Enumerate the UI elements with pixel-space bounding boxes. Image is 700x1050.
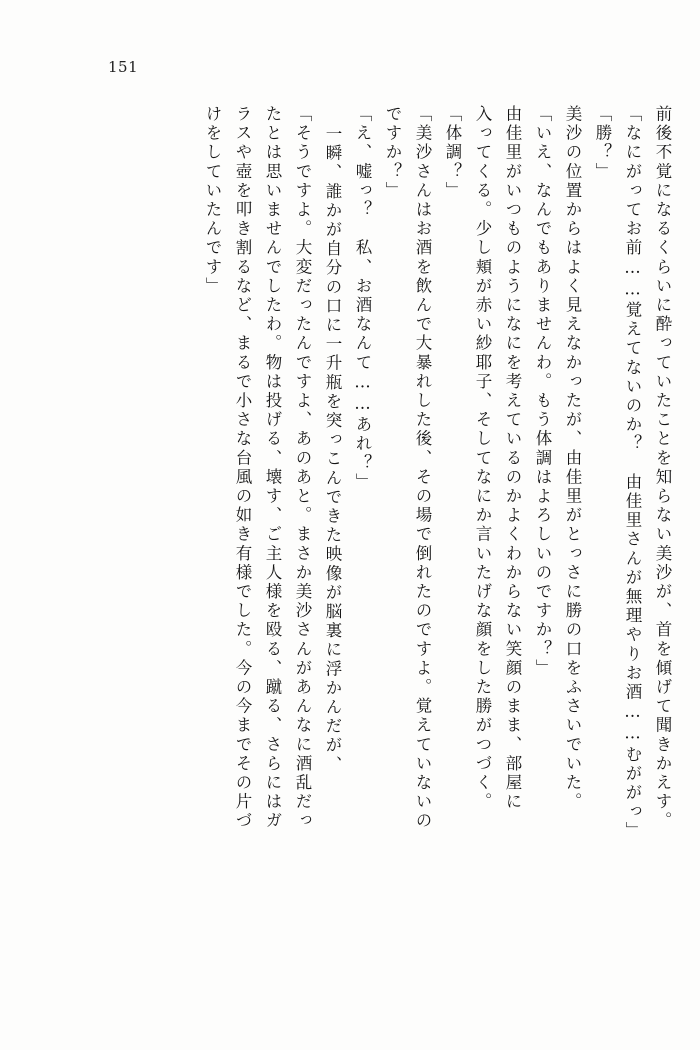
text-line: 前後不覚になるくらいに酔っていたことを知らない美沙が、首を傾げて聞きかえす。 (653, 105, 672, 831)
page-number: 151 (108, 58, 139, 76)
text-line: 由佳里がいつものようになにを考えているのかよくわからない笑顔のまま、部屋に (503, 105, 522, 812)
text-line: たとは思いませんでしたわ。物は投げる、壊す、ご主人様を殴る、蹴る、さらにはガ (263, 105, 282, 831)
text-line: 「なにがってお前……覚えてないのか？ 由佳里さんが無理やりお酒……むががっ」 (623, 105, 642, 841)
text-line: ラスや壺を叩き割るなど、まるで小さな台風の如き有様でした。今の今までその片づ (233, 105, 252, 831)
text-line: 「美沙さんはお酒を飲んで大暴れした後、その場で倒れたのですよ。覚えていないの (413, 105, 432, 831)
text-line: けをしていたんです」 (203, 105, 222, 296)
text-line: 一瞬、誰かが自分の口に一升瓶を突っこんできた映像が脳裏に浮かんだが、 (323, 125, 342, 775)
text-line: 「体調？」 (443, 105, 462, 201)
text-line: 「え、嘘っ？ 私、お酒なんて……あれ？」 (353, 105, 372, 492)
text-line: 「そうですよ。大変だったんですよ、あのあと。まさか美沙さんがあんなに酒乱だっ (293, 105, 312, 831)
text-line: 「いえ、なんでもありませんわ。もう体調はよろしいのですか？」 (533, 105, 552, 678)
text-line: 入ってくる。少し頬が赤い紗耶子、そしてなにか言いたげな顔をした勝がつづく。 (473, 105, 492, 812)
body-text-block (55, 105, 670, 985)
text-line: 美沙の位置からはよく見えなかったが、由佳里がとっさに勝の口をふさいでいた。 (563, 105, 582, 812)
text-line: ですか？」 (383, 105, 402, 201)
text-line: 「勝？」 (593, 105, 612, 182)
